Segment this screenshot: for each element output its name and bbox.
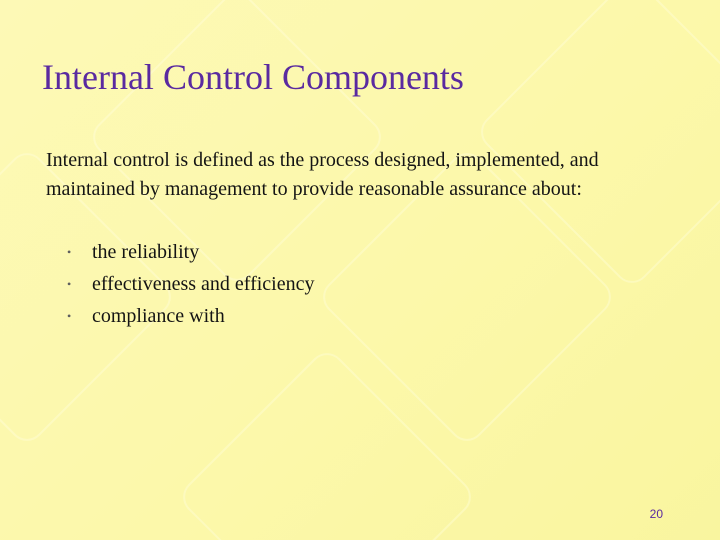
page-number: 20	[649, 507, 663, 521]
bullet-item-reliability	[67, 236, 314, 268]
bullet-text-effectiveness: effectiveness and efficiency	[92, 273, 315, 295]
bullet-item-effectiveness	[67, 268, 315, 300]
small-bullet-icon: •	[67, 277, 72, 291]
slide-title: Internal Control Components	[42, 57, 464, 97]
small-bullet-icon: •	[67, 309, 72, 323]
bullet-list	[67, 236, 315, 332]
bullet-text-reliability: the reliability	[92, 241, 200, 263]
bullet-text-compliance: compliance with	[92, 305, 225, 327]
small-bullet-icon: •	[67, 245, 72, 259]
body-paragraph: Internal control is defined as the process designed, implemented, and maintained by management to provide reasonable assurance about:	[46, 149, 599, 200]
bullet-item-compliance	[67, 300, 314, 332]
